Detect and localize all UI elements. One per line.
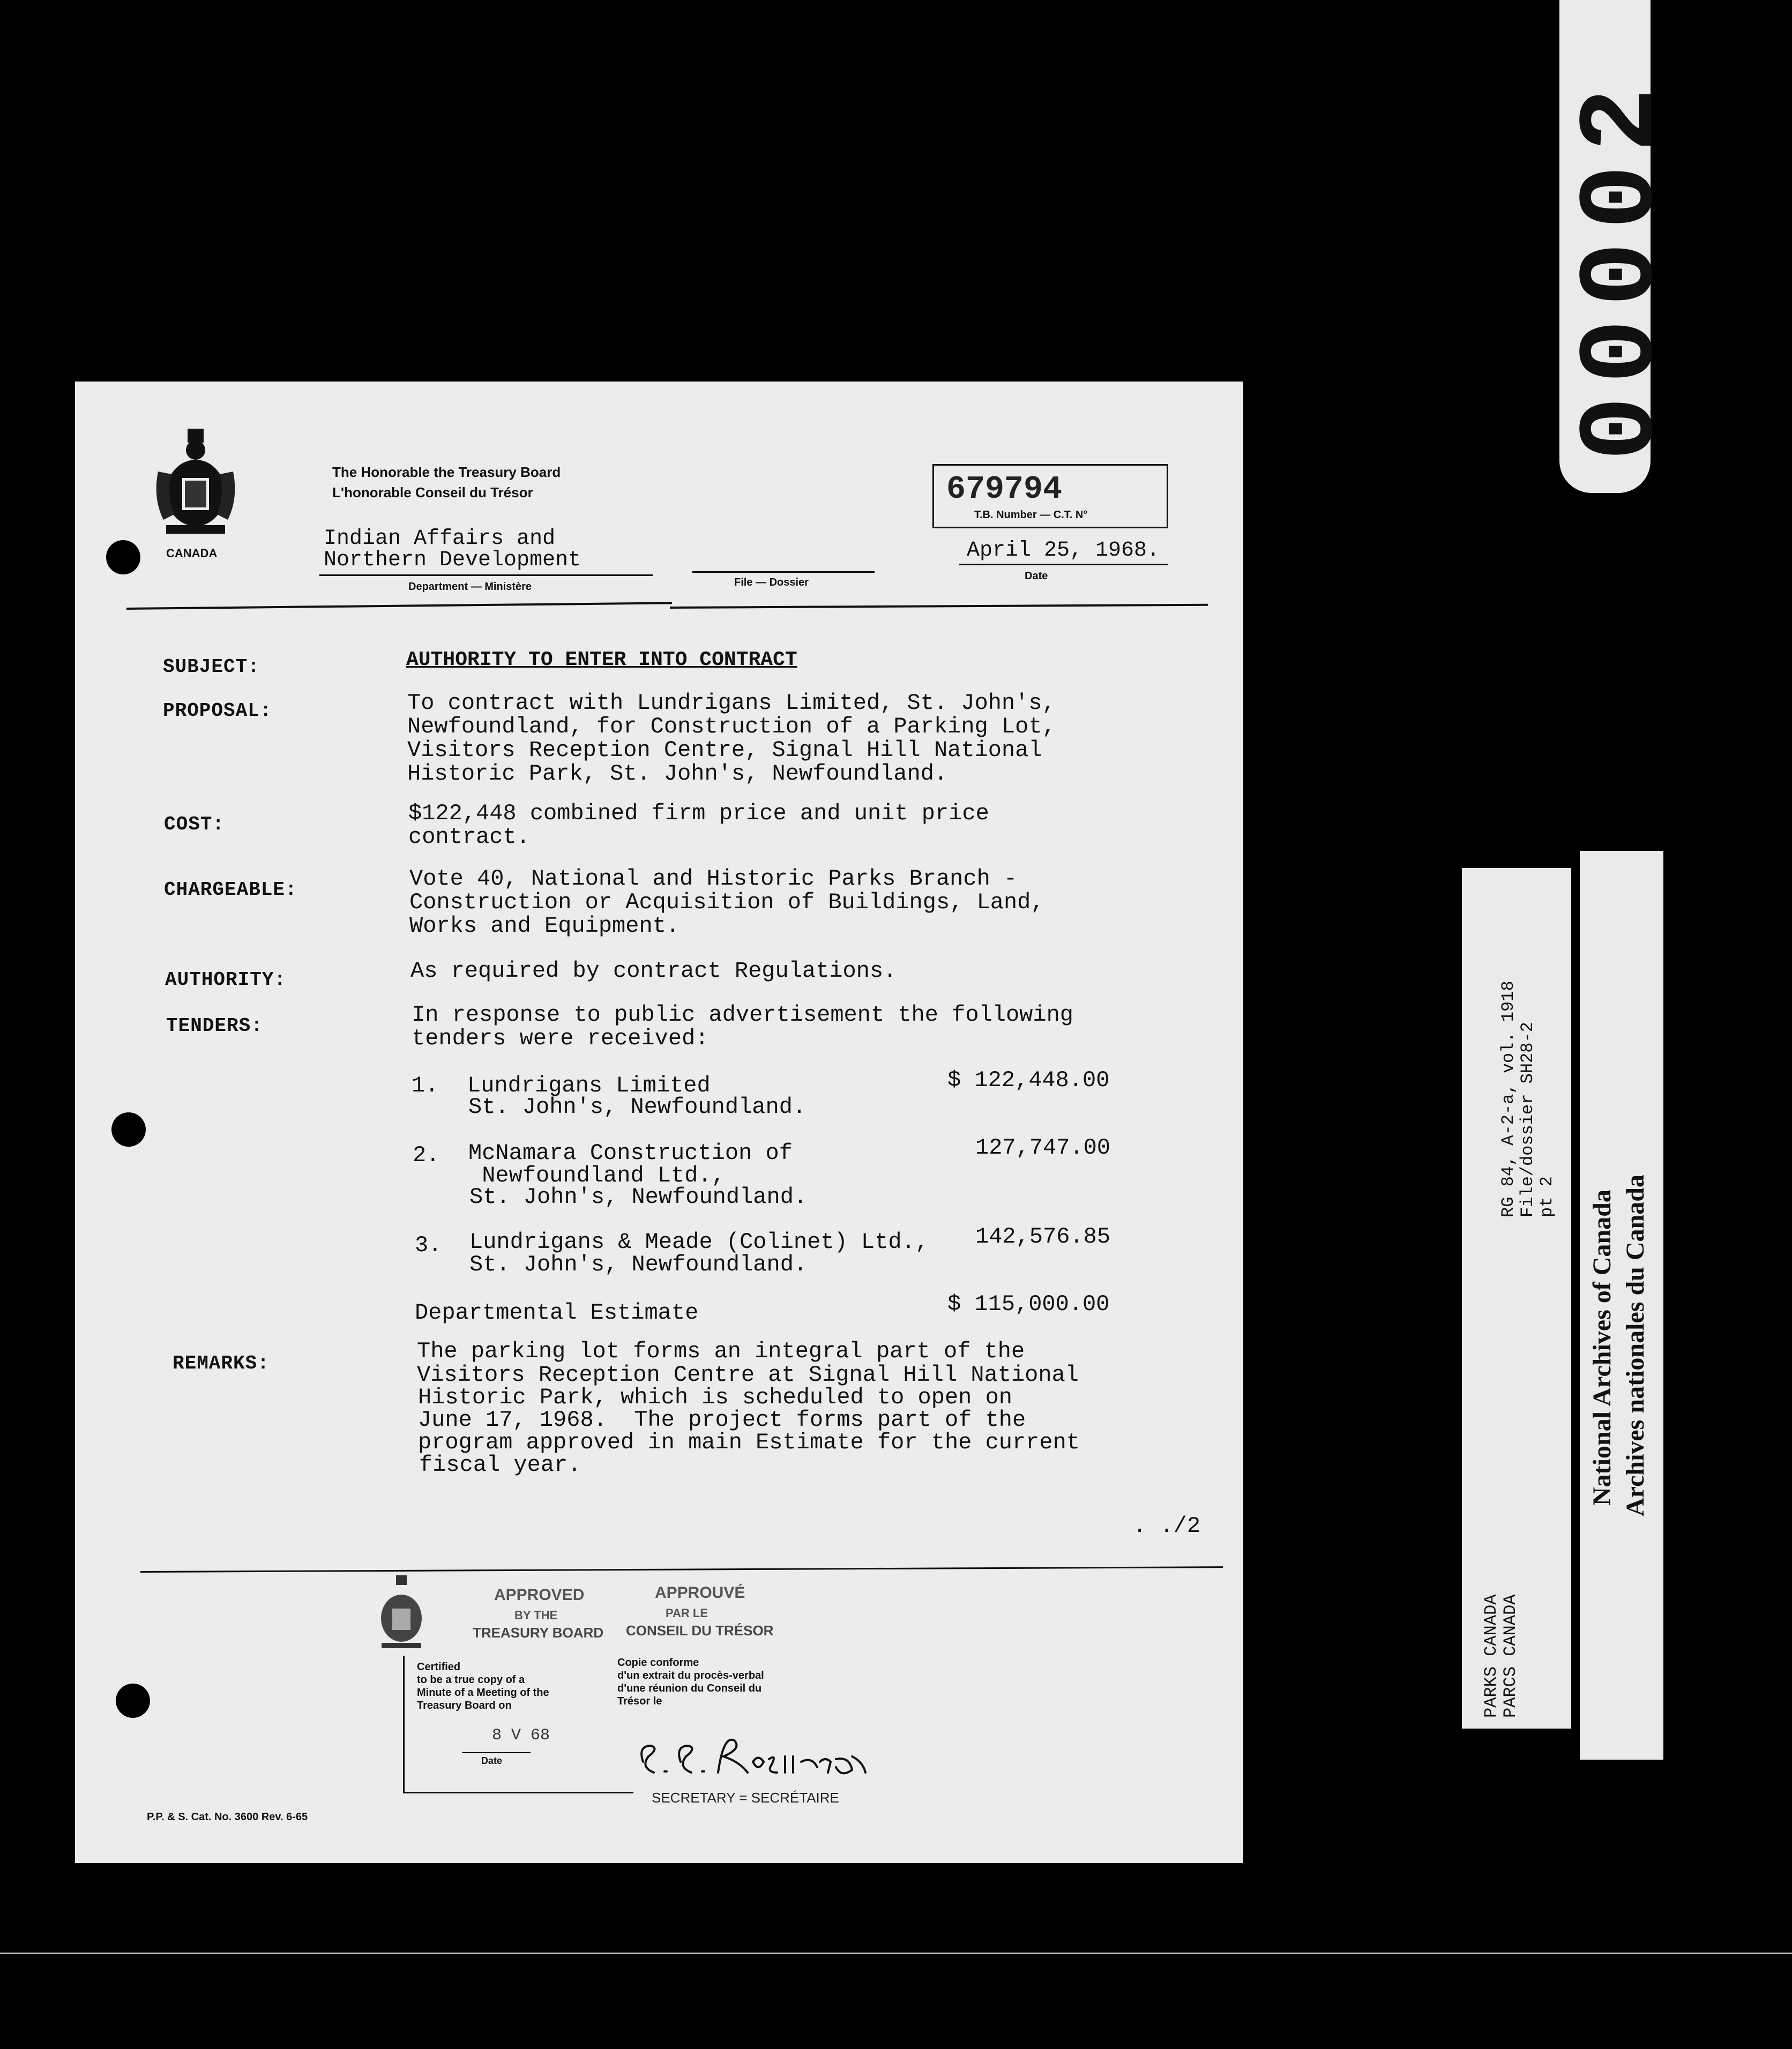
estimate-label: Departmental Estimate (415, 1300, 699, 1326)
scan-frame-line (0, 1953, 1792, 1954)
tender-number: 1. (412, 1073, 439, 1098)
chargeable-line: Works and Equipment. (409, 913, 680, 939)
date-underline (959, 564, 1168, 565)
remarks-line: Historic Park, which is scheduled to open on (418, 1385, 1012, 1410)
archive-reference-line: RG 84, A-2-a, vol. 1918 (1498, 981, 1518, 1217)
tb-number-caption: T.B. Number — C.T. N° (974, 509, 1088, 521)
tender-amount: 127,747.00 (975, 1135, 1111, 1161)
stamp-par-le: PAR LE (666, 1606, 708, 1620)
stamp-certified-line: Minute of a Meeting of the (417, 1687, 549, 1699)
tender-address: St. John's, Newfoundland. (468, 1094, 807, 1120)
stamp-copie-line: Copie conforme (617, 1657, 699, 1669)
cost-label: COST: (164, 813, 225, 835)
punch-hole-top (106, 540, 140, 574)
tender-name: McNamara Construction of (468, 1140, 793, 1166)
stamp-certified-line: to be a true copy of a (417, 1674, 525, 1686)
parks-canada-line: PARKS CANADA (1481, 1594, 1501, 1718)
cost-line: contract. (408, 824, 530, 850)
board-name-fr: L'honorable Conseil du Trésor (332, 484, 533, 500)
board-name-en: The Honorable the Treasury Board (332, 464, 561, 480)
remarks-line: program approved in main Estimate for the current (418, 1430, 1080, 1455)
tender-amount: $ 122,448.00 (947, 1067, 1110, 1093)
proposal-line: Newfoundland, for Construction of a Parking Lot, (407, 714, 1056, 739)
national-archives-line: National Archives of Canada (1588, 1190, 1616, 1506)
estimate-amount: $ 115,000.00 (947, 1291, 1110, 1317)
stamp-copie-line: d'une réunion du Conseil du (617, 1682, 762, 1694)
cost-line: $122,448 combined firm price and unit price (408, 801, 989, 826)
authority-label: AUTHORITY: (165, 969, 287, 991)
tender-name: Lundrigans & Meade (Colinet) Ltd., (469, 1229, 929, 1255)
stamp-conseil: CONSEIL DU TRÉSOR (626, 1622, 774, 1639)
stamp-border-bottom (403, 1792, 633, 1793)
tender-number: 2. (413, 1142, 440, 1168)
remarks-line: The parking lot forms an integral part of the (417, 1338, 1025, 1364)
remarks-line: Visitors Reception Centre at Signal Hill National (417, 1362, 1079, 1388)
authority-text: As required by contract Regulations. (410, 958, 897, 984)
stamp-certified-line: Treasury Board on (417, 1700, 512, 1711)
punch-hole-bottom (116, 1684, 150, 1718)
signature-image (632, 1724, 873, 1783)
subject-label: SUBJECT: (163, 656, 260, 678)
stamp-date-underline (462, 1752, 531, 1753)
department-caption: Department — Ministère (408, 581, 532, 593)
remarks-line: fiscal year. (419, 1452, 581, 1478)
date-caption: Date (1025, 570, 1048, 582)
file-caption: File — Dossier (734, 577, 809, 588)
parks-canada-line: PARCS CANADA (1500, 1594, 1520, 1718)
page-continuation: . ./2 (1133, 1513, 1201, 1539)
tenders-label: TENDERS: (166, 1015, 263, 1037)
archive-reference-line: pt 2 (1537, 1176, 1557, 1217)
document-date: April 25, 1968. (967, 539, 1160, 563)
tenders-intro-line: tenders were received: (412, 1026, 709, 1051)
national-archives-line: Archives nationales du Canada (1621, 1175, 1649, 1516)
punch-hole-middle (111, 1112, 146, 1147)
chargeable-label: CHARGEABLE: (164, 879, 297, 901)
subject-text: AUTHORITY TO ENTER INTO CONTRACT (406, 648, 797, 671)
proposal-line: Visitors Reception Centre, Signal Hill National (407, 737, 1042, 763)
stamp-date: 8 V 68 (492, 1726, 550, 1745)
frame-number: 00002 (1562, 74, 1684, 461)
tb-number: 679794 (946, 472, 1063, 508)
department-underline (319, 574, 653, 576)
remarks-line: June 17, 1968. The project forms part of the (418, 1407, 1026, 1433)
tender-address: St. John's, Newfoundland. (469, 1184, 808, 1210)
chargeable-line: Construction or Acquisition of Buildings, Land, (409, 889, 1044, 915)
stamp-coat-of-arms-icon (372, 1575, 431, 1656)
stamp-approved-en: APPROVED (494, 1586, 585, 1604)
stamp-copie-line: Trésor le (617, 1695, 662, 1707)
tenders-intro-line: In response to public advertisement the following (412, 1002, 1074, 1028)
archive-reference-line: File/dossier SH28-2 (1518, 1022, 1537, 1217)
tender-amount: 142,576.85 (975, 1224, 1111, 1250)
tender-address: St. John's, Newfoundland. (469, 1252, 808, 1277)
tender-name: Lundrigans Limited (467, 1073, 711, 1098)
stamp-approved-fr: APPROUVÉ (655, 1584, 745, 1602)
stamp-treasury-board: TREASURY BOARD (473, 1625, 604, 1641)
chargeable-line: Vote 40, National and Historic Parks Branch - (409, 866, 1018, 892)
file-underline (692, 571, 875, 573)
form-number: P.P. & S. Cat. No. 3600 Rev. 6-65 (147, 1811, 308, 1823)
tender-number: 3. (415, 1232, 442, 1258)
stamp-certified-line: Certified (417, 1661, 461, 1673)
stamp-by-the: BY THE (514, 1609, 558, 1622)
coat-of-arms-icon (153, 429, 238, 547)
department-line2: Northern Development (324, 548, 581, 572)
tender-name-cont: Newfoundland Ltd., (468, 1163, 725, 1188)
proposal-line: To contract with Lundrigans Limited, St. John's, (407, 690, 1056, 716)
proposal-line: Historic Park, St. John's, Newfoundland. (407, 761, 948, 787)
proposal-label: PROPOSAL: (163, 700, 272, 722)
stamp-secretary: SECRETARY = SECRÉTAIRE (652, 1790, 839, 1806)
department-line1: Indian Affairs and (324, 527, 556, 551)
stamp-copie-line: d'un extrait du procès-verbal (617, 1670, 764, 1681)
remarks-label: REMARKS: (173, 1352, 270, 1374)
canada-label: CANADA (166, 547, 218, 560)
stamp-border-left (403, 1656, 405, 1793)
stamp-date-caption: Date (481, 1755, 503, 1766)
